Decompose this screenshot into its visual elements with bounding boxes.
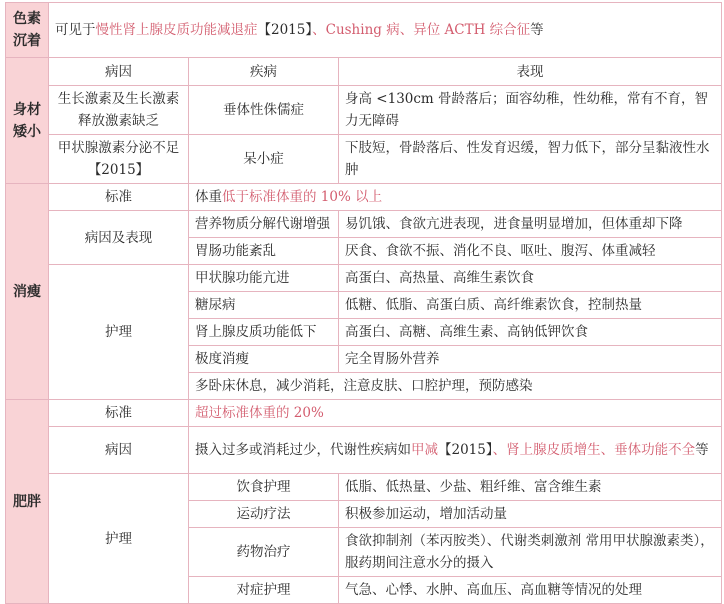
cause-desc: 易饥饿、食欲亢进表现，进食量明显增加，但体重却下降 <box>339 211 722 238</box>
cause-name: 营养物质分解代谢增强 <box>189 211 339 238</box>
standard-prefix: 体重 <box>195 189 222 205</box>
emaciation-standard-row <box>6 184 722 211</box>
care-name: 甲状腺功能亢进 <box>189 265 339 292</box>
cause-cell: 生长激素及生长激素释放激素缺乏 <box>49 86 189 135</box>
exam-year-tag: 【2015】 <box>87 162 150 178</box>
short-stature-header-row <box>6 58 722 86</box>
care-desc: 高蛋白、高热量、高维生素饮食 <box>339 265 722 292</box>
care-desc: 低糖、低脂、高蛋白质、高纤维素饮食，控制热量 <box>339 292 722 319</box>
care-desc: 气急、心悸、水肿、高血压、高血糖等情况的处理 <box>339 577 722 604</box>
pigmentation-highlight-2: 、Cushing 病、异位 ACTH 综合征 <box>312 22 531 38</box>
cause-name: 胃肠功能紊乱 <box>189 238 339 265</box>
care-name: 极度消瘦 <box>189 346 339 373</box>
table-row <box>6 265 722 292</box>
care-label: 护理 <box>49 265 189 400</box>
standard-value <box>189 184 722 211</box>
category-emaciation: 消瘦 <box>6 184 49 400</box>
cause-cell <box>49 135 189 184</box>
cause-label: 病因及表现 <box>49 211 189 265</box>
obesity-standard-row <box>6 400 722 427</box>
cause-label: 病因 <box>49 427 189 474</box>
pigmentation-prefix: 可见于 <box>55 22 96 38</box>
care-name: 运动疗法 <box>189 501 339 528</box>
category-short-stature: 身材矮小 <box>6 58 49 184</box>
care-name: 药物治疗 <box>189 528 339 577</box>
care-desc: 完全胃肠外营养 <box>339 346 722 373</box>
pigmentation-suffix: 等 <box>530 22 544 38</box>
table-row <box>6 86 722 135</box>
manifestation-cell: 身高 <130cm 骨龄落后；面容幼稚，性幼稚，常有不育，智力无障碍 <box>339 86 722 135</box>
cause-suffix: 等 <box>695 442 709 458</box>
standard-label: 标准 <box>49 184 189 211</box>
care-desc: 低脂、低热量、少盐、粗纤维、富含维生素 <box>339 474 722 501</box>
cause-highlight-1: 甲减 <box>411 442 438 458</box>
cause-desc <box>189 427 722 474</box>
standard-label: 标准 <box>49 400 189 427</box>
care-name: 肾上腺皮质功能低下 <box>189 319 339 346</box>
care-desc: 食欲抑制剂（苯丙胺类）、代谢类刺激剂 常用甲状腺激素类），服药期间注意水分的摄入 <box>339 528 722 577</box>
pigmentation-highlight-1: 慢性肾上腺皮质功能减退症 <box>95 22 258 38</box>
obesity-cause-row <box>6 427 722 474</box>
care-desc: 积极参加运动，增加活动量 <box>339 501 722 528</box>
care-name: 对症护理 <box>189 577 339 604</box>
table-row <box>6 135 722 184</box>
care-label: 护理 <box>49 474 189 604</box>
table-row <box>6 474 722 501</box>
cause-highlight-2: 、肾上腺皮质增生、垂体功能不全 <box>492 442 696 458</box>
care-desc: 高蛋白、高糖、高维生素、高钠低钾饮食 <box>339 319 722 346</box>
header-cause: 病因 <box>49 58 189 86</box>
pigmentation-desc <box>49 3 722 58</box>
pigmentation-row <box>6 3 722 58</box>
care-name: 饮食护理 <box>189 474 339 501</box>
manifestation-cell: 下肢短，骨龄落后、性发育迟缓，智力低下，部分呈黏液性水肿 <box>339 135 722 184</box>
standard-highlight: 低于标准体重的 10% 以上 <box>222 189 383 205</box>
care-general: 多卧床休息，减少消耗，注意皮肤、口腔护理，预防感染 <box>189 373 722 400</box>
exam-year-tag: 【2015】 <box>438 442 493 458</box>
standard-highlight: 超过标准体重的 20% <box>189 400 722 427</box>
disease-cell: 呆小症 <box>189 135 339 184</box>
disease-cell: 垂体性侏儒症 <box>189 86 339 135</box>
header-disease: 疾病 <box>189 58 339 86</box>
table-row <box>6 211 722 238</box>
care-name: 糖尿病 <box>189 292 339 319</box>
exam-year-tag: 【2015】 <box>257 22 313 38</box>
cause-text: 甲状腺激素分泌不足 <box>57 140 180 156</box>
category-obesity: 肥胖 <box>6 400 49 604</box>
category-pigmentation: 色素沉着 <box>6 3 49 58</box>
cause-desc: 厌食、食欲不振、消化不良、呕吐、腹泻、体重减轻 <box>339 238 722 265</box>
symptoms-table <box>5 2 722 604</box>
header-manifestation: 表现 <box>339 58 722 86</box>
cause-prefix: 摄入过多或消耗过少，代谢性疾病如 <box>195 442 411 458</box>
